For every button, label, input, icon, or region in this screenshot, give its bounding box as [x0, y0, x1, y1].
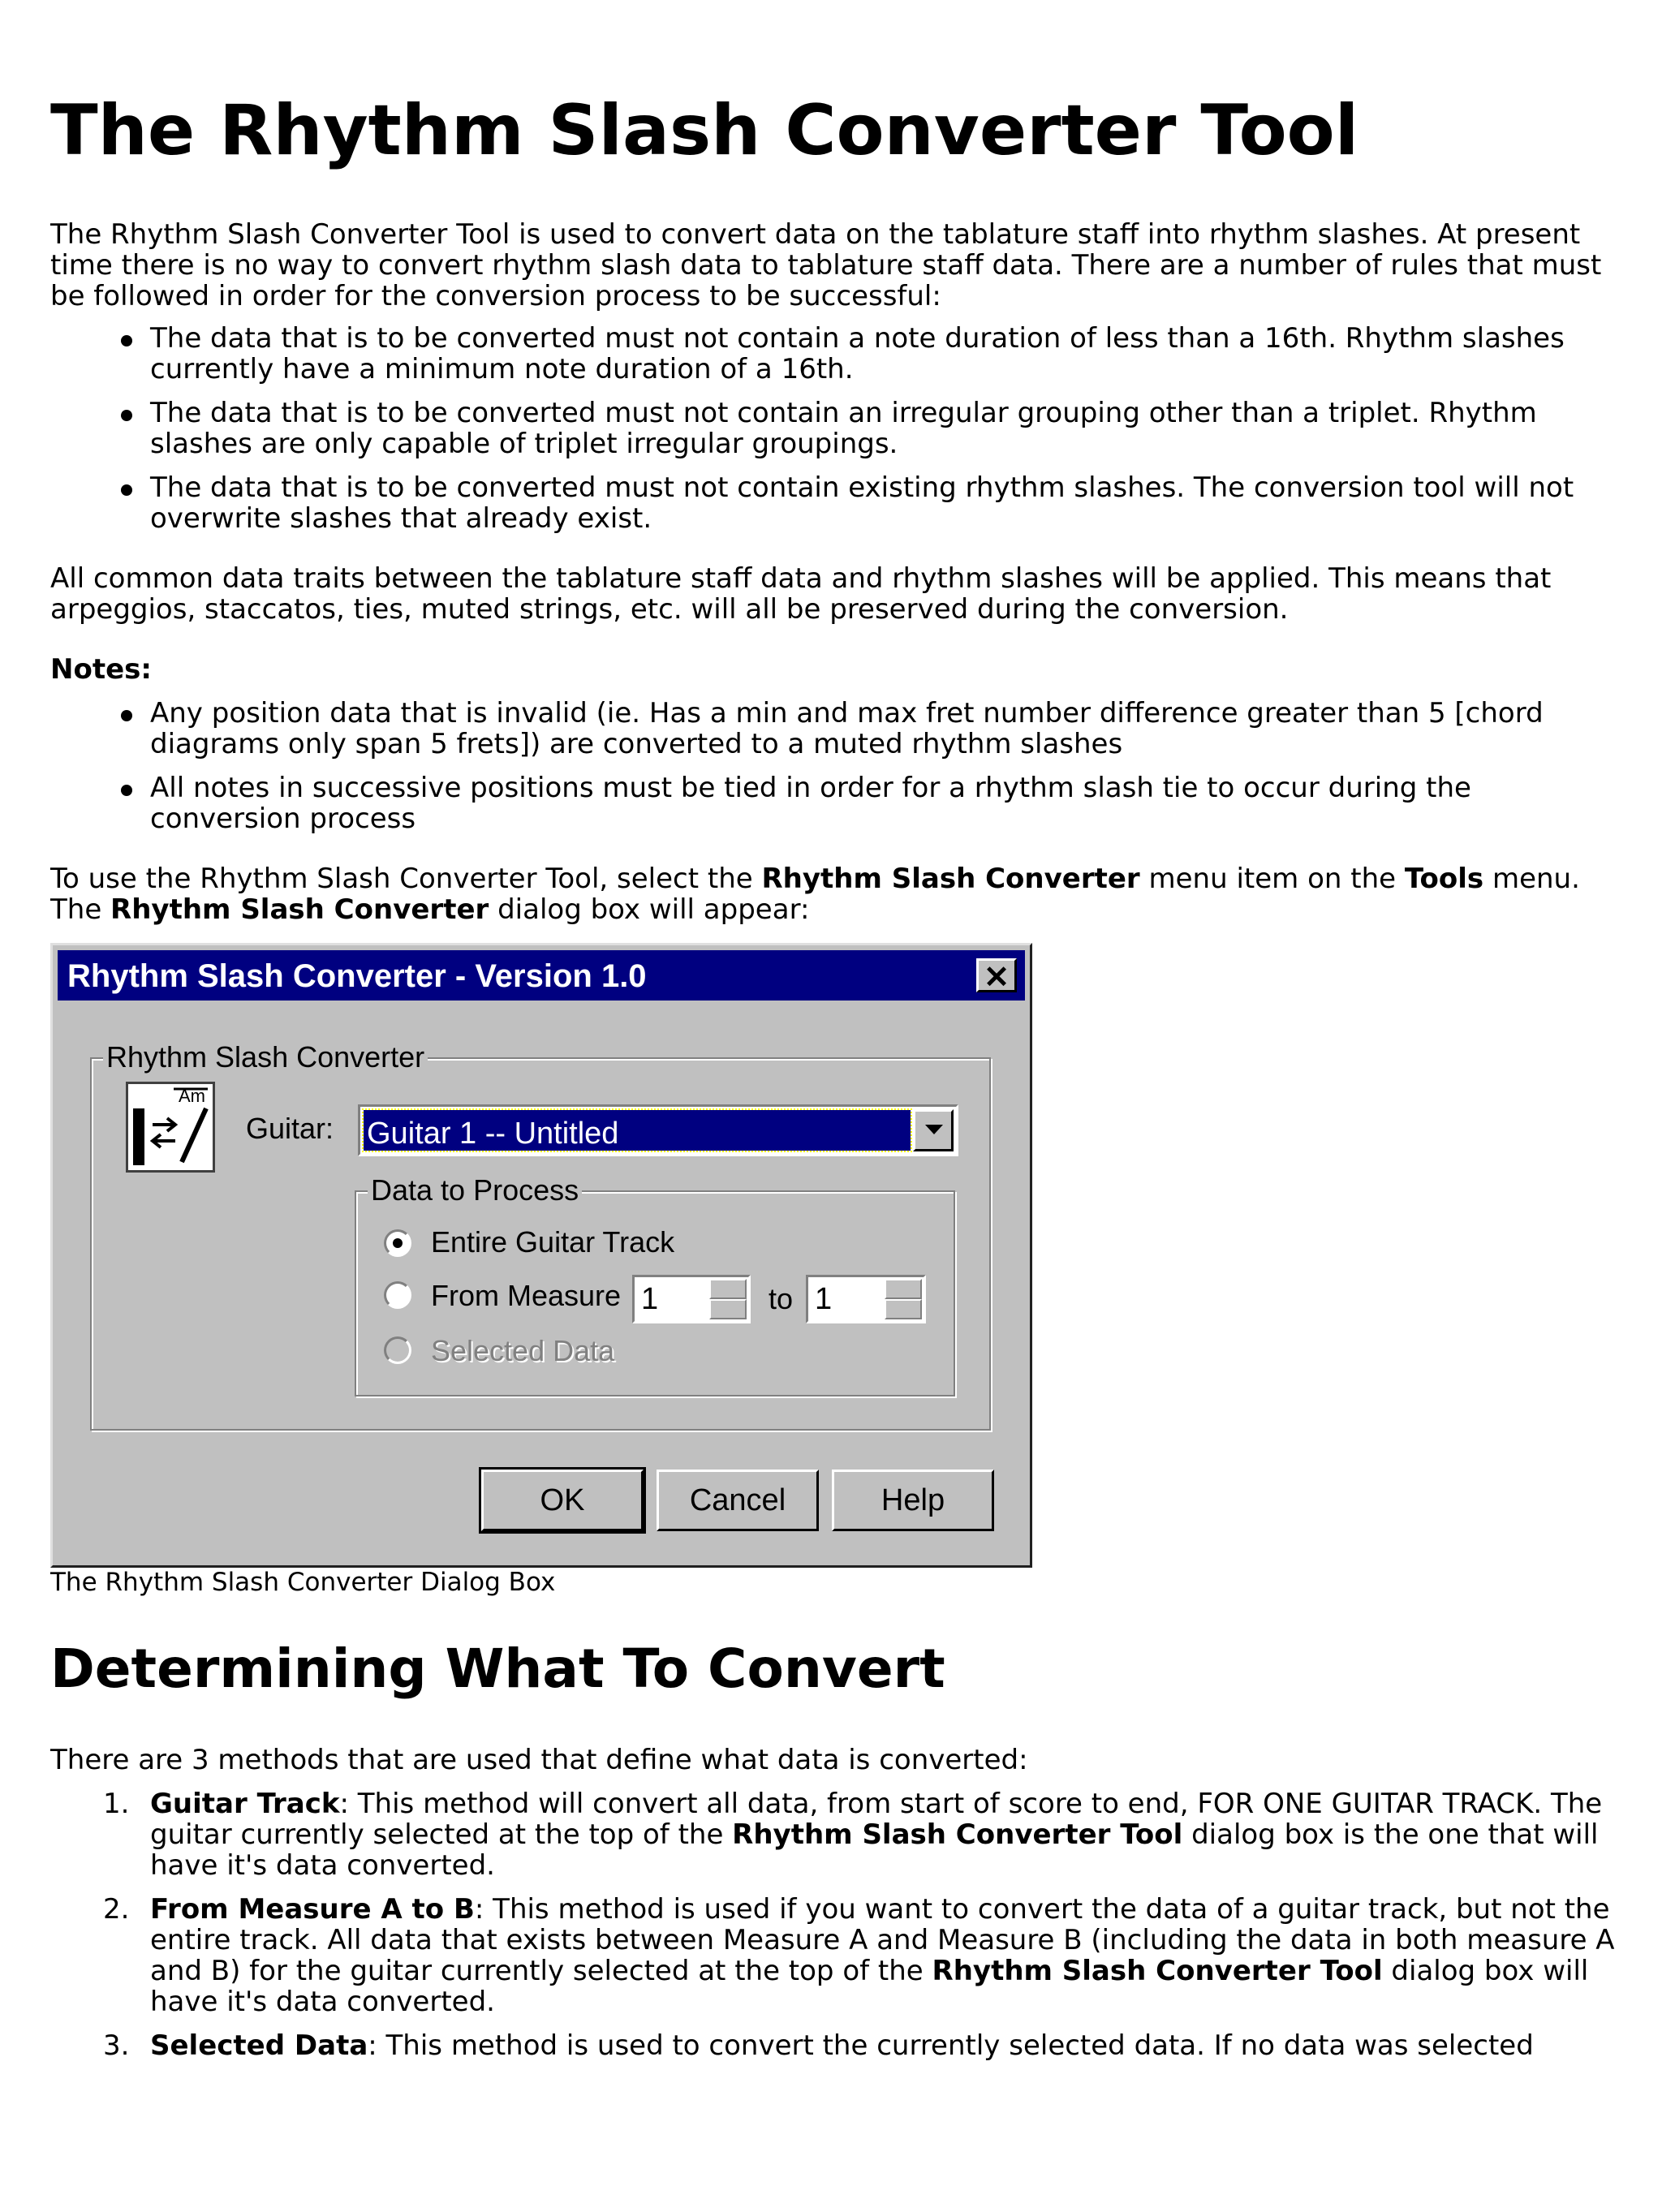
method-item: 1. Guitar Track: This method will convert all data, from start of score to end, FOR ONE GUITAR TRACK. The guitar currently selected at the top of the Rhythm Slash Converter Tool dialog box is the one that will have it's data converted.	[103, 1788, 1603, 1882]
cancel-button[interactable]: Cancel	[657, 1470, 819, 1531]
selected-data-label: Selected Data	[431, 1334, 615, 1367]
dialog-title: Rhythm Slash Converter - Version 1.0	[67, 958, 647, 994]
rule-item: The data that is to be converted must not contain a note duration of less than a 16th. Rhythm slashes currently have a minimum note duration of a 16th.	[150, 323, 1627, 385]
guitar-label: Guitar:	[246, 1112, 334, 1145]
svg-text:Am: Am	[179, 1086, 205, 1106]
from-measure-spinner[interactable]: 1	[632, 1275, 751, 1323]
section-title: Determining What To Convert	[50, 1637, 945, 1700]
methods-intro: There are 3 methods that are used that define what data is converted:	[50, 1744, 1028, 1776]
common-traits-paragraph: All common data traits between the tablature staff data and rhythm slashes will be applied. This means that arpeggios, staccatos, ties, muted strings, etc. will all be preserved during the conversion.	[50, 562, 1552, 626]
rhythm-slash-converter-dialog	[50, 943, 1032, 1568]
entire-guitar-track-label: Entire Guitar Track	[431, 1225, 675, 1259]
note-item: All notes in successive positions must be tied in order for a rhythm slash tie to occur during the conversion process	[150, 772, 1627, 834]
spin-up-icon	[885, 1279, 922, 1299]
radio-selected-data	[384, 1336, 411, 1364]
ok-button[interactable]: OK	[481, 1470, 644, 1531]
chevron-down-icon[interactable]	[913, 1109, 954, 1151]
spin-up-icon	[709, 1279, 747, 1299]
note-item: Any position data that is invalid (ie. Has a min and max fret number difference greater than 5 [chord diagrams only span 5 frets]) are converted to a muted rhythm slashes	[150, 698, 1627, 760]
guitar-select[interactable]	[358, 1104, 958, 1156]
radio-from-measure[interactable]	[384, 1281, 411, 1309]
help-button[interactable]: Help	[832, 1470, 994, 1531]
rule-item: The data that is to be converted must not contain existing rhythm slashes. The conversion tool will not overwrite slashes that already exist.	[150, 472, 1627, 534]
method-item: 2. From Measure A to B: This method is used if you want to convert the data of a guitar track, but not the entire track. All data that exists between Measure A and Measure B (including the data in both measure A and B) for the guitar currently selected at the top of the Rhythm Slash Converter Tool dialog box will have it's data converted.	[103, 1893, 1615, 2018]
to-measure-spinner[interactable]: 1	[806, 1275, 926, 1323]
radio-entire-guitar-track[interactable]	[384, 1229, 411, 1257]
method-item: 3. Selected Data: This method is used to convert the currently selected data. If no data was selected	[103, 2029, 1534, 2062]
dialog-title-bar	[58, 950, 1025, 1001]
rule-item: The data that is to be converted must not contain an irregular grouping other than a triplet. Rhythm slashes are only capable of triplet irregular groupings.	[150, 398, 1627, 459]
page-title: The Rhythm Slash Converter Tool	[50, 90, 1359, 171]
from-measure-label: From Measure	[431, 1279, 622, 1312]
close-icon: ✕	[984, 961, 1010, 995]
dialog-caption: The Rhythm Slash Converter Dialog Box	[50, 1568, 556, 1597]
rhythm-slash-icon	[126, 1082, 215, 1173]
converter-group-label: Rhythm Slash Converter	[103, 1041, 428, 1074]
to-label: to	[769, 1282, 794, 1315]
spin-down-icon	[885, 1299, 922, 1319]
data-to-process-label: Data to Process	[368, 1174, 582, 1207]
notes-heading: Notes:	[50, 653, 152, 686]
guitar-select-value: Guitar 1 -- Untitled	[367, 1117, 619, 1151]
intro-paragraph: The Rhythm Slash Converter Tool is used to convert data on the tablature staff into rhythm slashes. At present time there is no way to convert rhythm slash data to tablature staff data. There are a number of rules that must be followed in order for the conversion process to be successful:	[50, 218, 1602, 312]
usage-paragraph: To use the Rhythm Slash Converter Tool, select the Rhythm Slash Converter menu item on the Tools menu. The Rhythm Slash Converter dialog box will appear:	[50, 863, 1580, 926]
close-button[interactable]	[976, 958, 1017, 995]
spin-down-icon	[709, 1299, 747, 1319]
